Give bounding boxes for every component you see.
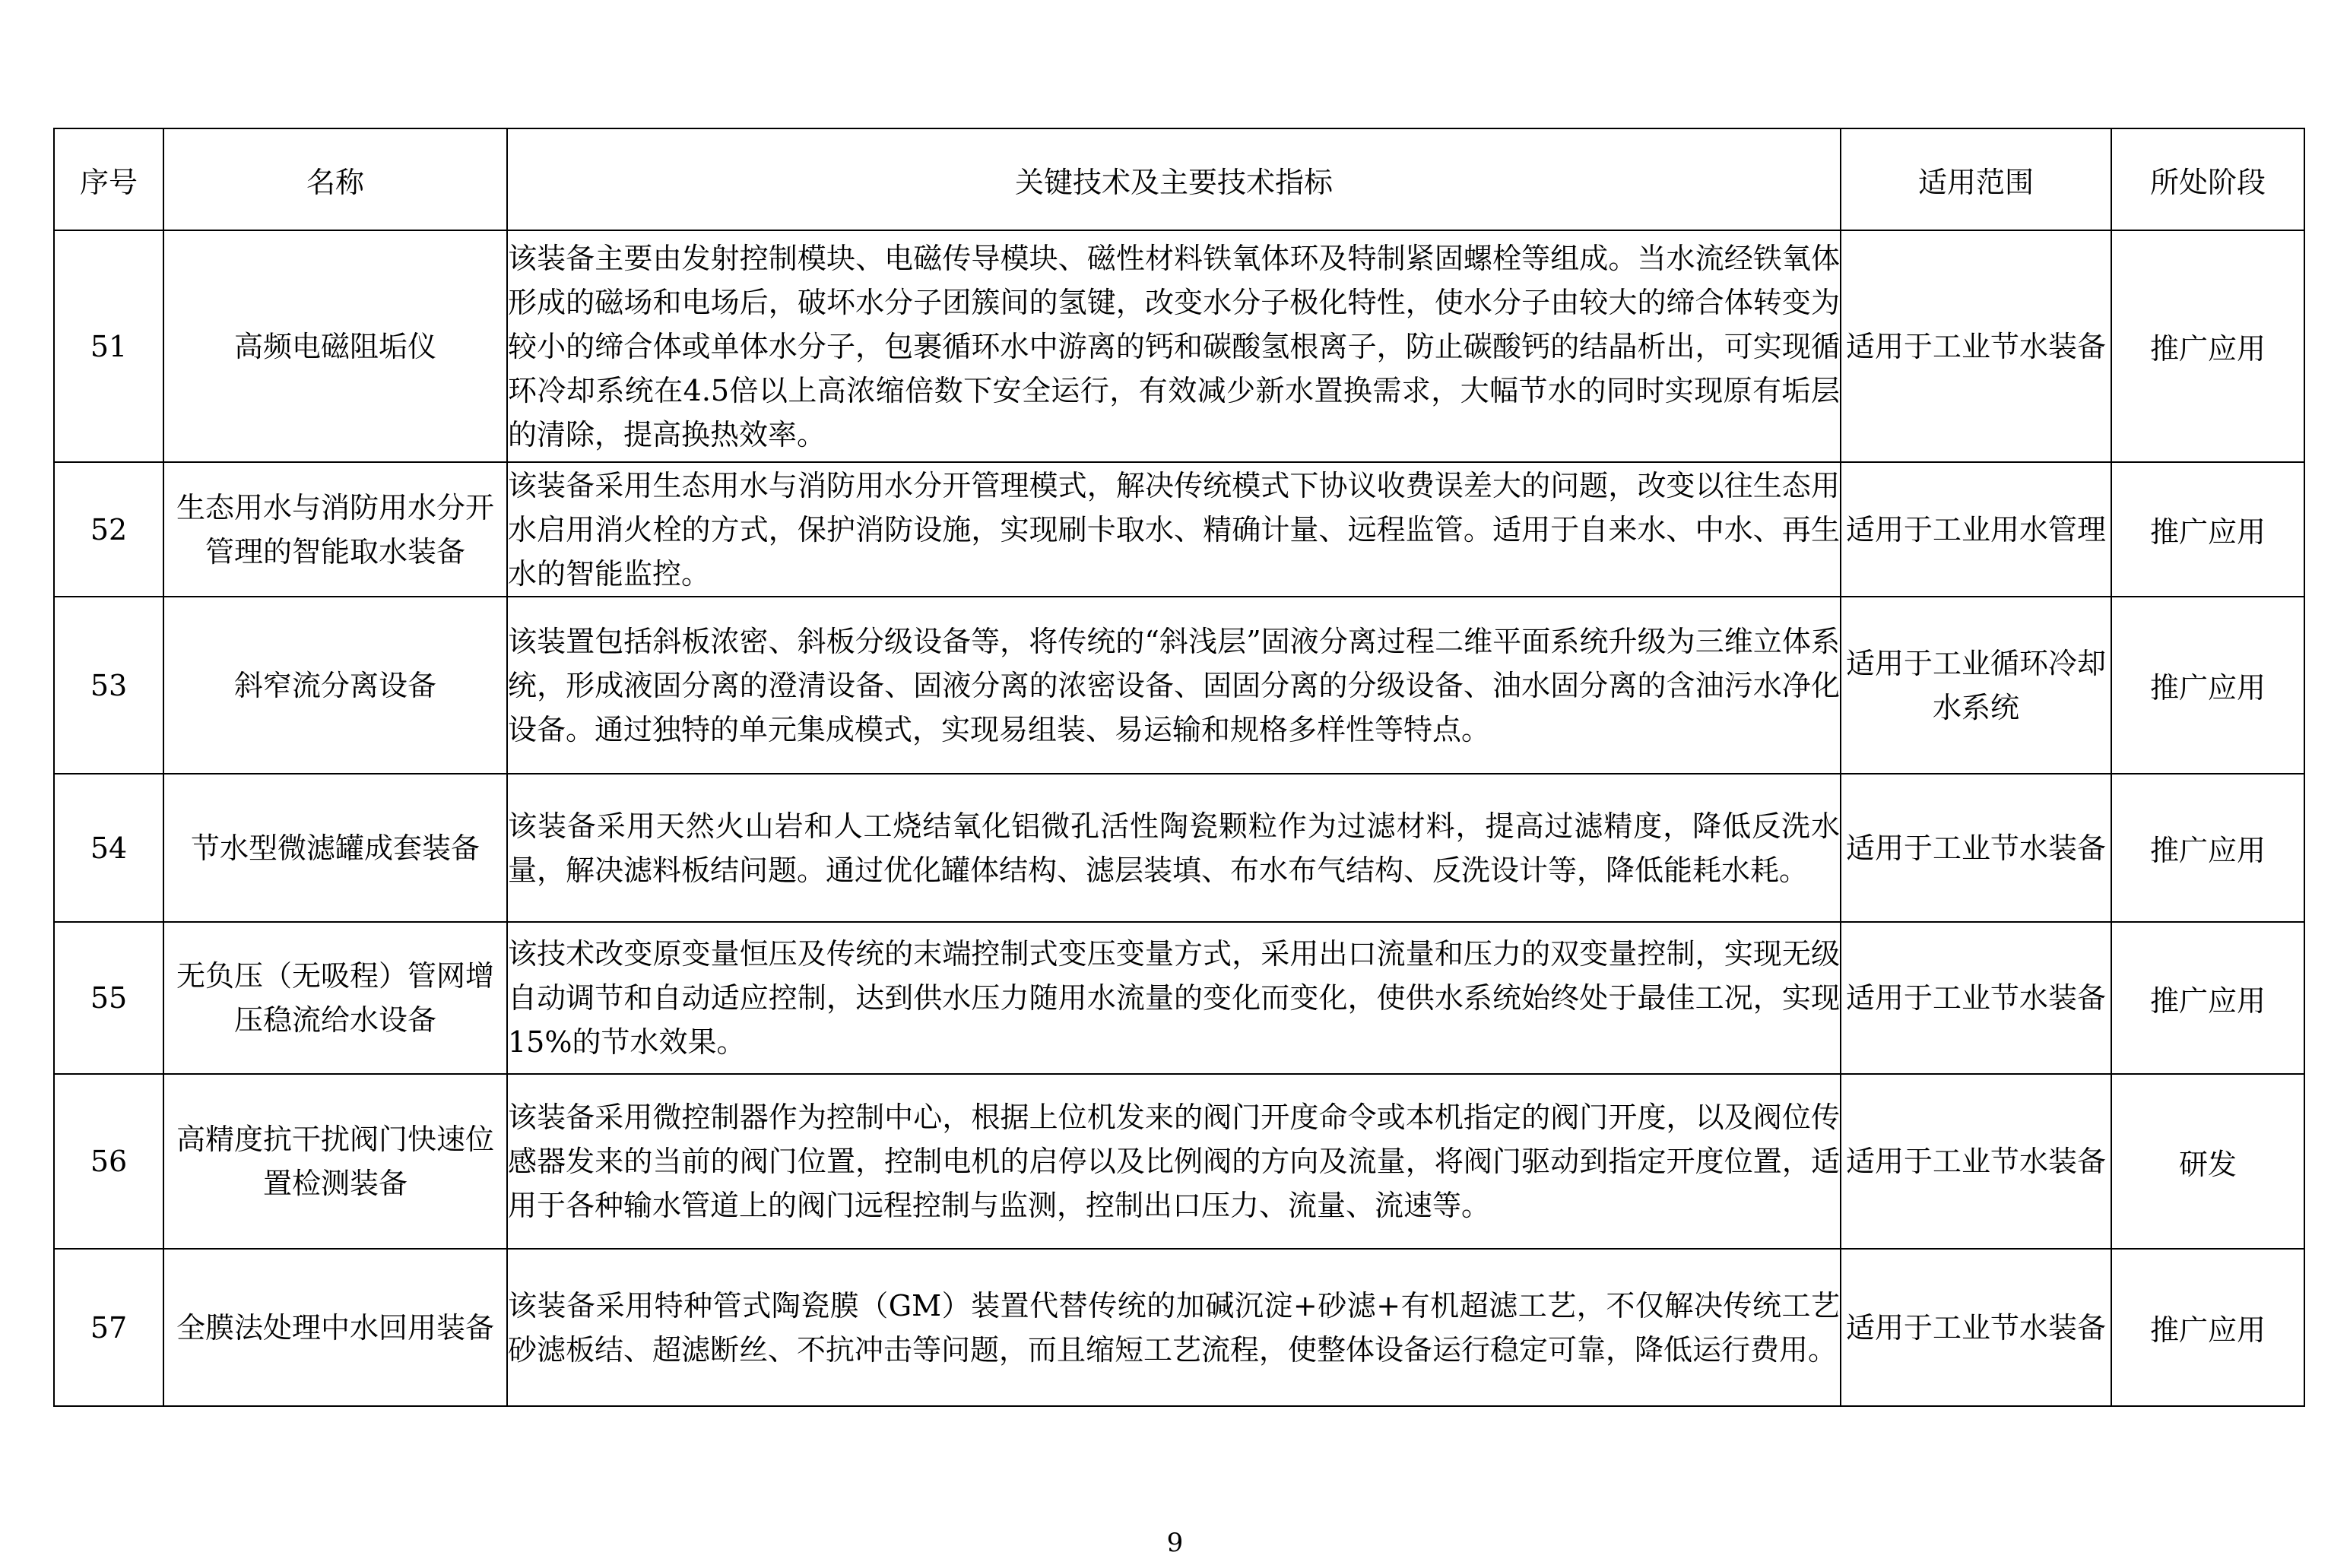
row-number: 55: [54, 922, 163, 1074]
row-number: 52: [54, 462, 163, 597]
row-stage: 推广应用: [2111, 922, 2304, 1074]
row-number: 51: [54, 230, 163, 462]
header-serial-number: 序号: [54, 128, 163, 230]
row-scope: 适用于工业节水装备: [1841, 1074, 2111, 1249]
row-stage: 推广应用: [2111, 1249, 2304, 1406]
row-scope: 适用于工业用水管理: [1841, 462, 2111, 597]
header-key-technology: 关键技术及主要技术指标: [507, 128, 1841, 230]
row-scope: 适用于工业节水装备: [1841, 1249, 2111, 1406]
row-name: 高频电磁阻垢仪: [163, 230, 507, 462]
row-number: 56: [54, 1074, 163, 1249]
row-description: 该装备采用生态用水与消防用水分开管理模式，解决传统模式下协议收费误差大的问题，改变以往生态用水启用消火栓的方式，保护消防设施，实现刷卡取水、精确计量、远程监管。适用于自来水、中水、再生水的智能监控。: [507, 462, 1841, 597]
row-stage: 推广应用: [2111, 462, 2304, 597]
row-stage: 推广应用: [2111, 774, 2304, 922]
row-name: 生态用水与消防用水分开管理的智能取水装备: [163, 462, 507, 597]
row-number: 54: [54, 774, 163, 922]
row-scope: 适用于工业循环冷却水系统: [1841, 597, 2111, 774]
table-row: [54, 597, 2304, 774]
row-name: 全膜法处理中水回用装备: [163, 1249, 507, 1406]
equipment-catalog-table: [53, 128, 2305, 1407]
row-stage: 推广应用: [2111, 230, 2304, 462]
header-name: 名称: [163, 128, 507, 230]
row-description: 该技术改变原变量恒压及传统的末端控制式变压变量方式，采用出口流量和压力的双变量控制，实现无级自动调节和自动适应控制，达到供水压力随用水流量的变化而变化，使供水系统始终处于最佳工况，实现15%的节水效果。: [507, 922, 1841, 1074]
header-stage: 所处阶段: [2111, 128, 2304, 230]
row-name: 高精度抗干扰阀门快速位置检测装备: [163, 1074, 507, 1249]
row-scope: 适用于工业节水装备: [1841, 230, 2111, 462]
row-number: 53: [54, 597, 163, 774]
table-row: [54, 462, 2304, 597]
table-row: [54, 774, 2304, 922]
row-number: 57: [54, 1249, 163, 1406]
table-header-row: [54, 128, 2304, 230]
table-row: [54, 922, 2304, 1074]
row-description: 该装置包括斜板浓密、斜板分级设备等，将传统的“斜浅层”固液分离过程二维平面系统升级为三维立体系统，形成液固分离的澄清设备、固液分离的浓密设备、固固分离的分级设备、油水固分离的含油污水净化设备。通过独特的单元集成模式，实现易组装、易运输和规格多样性等特点。: [507, 597, 1841, 774]
table-row: [54, 1249, 2304, 1406]
row-name: 无负压（无吸程）管网增压稳流给水设备: [163, 922, 507, 1074]
row-description: 该装备采用微控制器作为控制中心，根据上位机发来的阀门开度命令或本机指定的阀门开度，以及阀位传感器发来的当前的阀门位置，控制电机的启停以及比例阀的方向及流量，将阀门驱动到指定开度位置，适用于各种输水管道上的阀门远程控制与监测，控制出口压力、流量、流速等。: [507, 1074, 1841, 1249]
row-scope: 适用于工业节水装备: [1841, 922, 2111, 1074]
row-description: 该装备采用特种管式陶瓷膜（GM）装置代替传统的加碱沉淀+砂滤+有机超滤工艺，不仅解决传统工艺砂滤板结、超滤断丝、不抗冲击等问题，而且缩短工艺流程，使整体设备运行稳定可靠，降低运行费用。: [507, 1249, 1841, 1406]
row-name: 节水型微滤罐成套装备: [163, 774, 507, 922]
row-stage: 推广应用: [2111, 597, 2304, 774]
page-number: 9: [1166, 1528, 1184, 1558]
header-scope: 适用范围: [1841, 128, 2111, 230]
row-stage: 研发: [2111, 1074, 2304, 1249]
row-description: 该装备采用天然火山岩和人工烧结氧化铝微孔活性陶瓷颗粒作为过滤材料，提高过滤精度，降低反洗水量，解决滤料板结问题。通过优化罐体结构、滤层装填、布水布气结构、反洗设计等，降低能耗水耗。: [507, 774, 1841, 922]
row-scope: 适用于工业节水装备: [1841, 774, 2111, 922]
row-name: 斜窄流分离设备: [163, 597, 507, 774]
row-description: 该装备主要由发射控制模块、电磁传导模块、磁性材料铁氧体环及特制紧固螺栓等组成。当水流经铁氧体形成的磁场和电场后，破坏水分子团簇间的氢键，改变水分子极化特性，使水分子由较大的缔合体转变为较小的缔合体或单体水分子，包裹循环水中游离的钙和碳酸氢根离子，防止碳酸钙的结晶析出，可实现循环冷却系统在4.5倍以上高浓缩倍数下安全运行，有效减少新水置换需求，大幅节水的同时实现原有垢层的清除，提高换热效率。: [507, 230, 1841, 462]
table-row: [54, 230, 2304, 462]
table-row: [54, 1074, 2304, 1249]
